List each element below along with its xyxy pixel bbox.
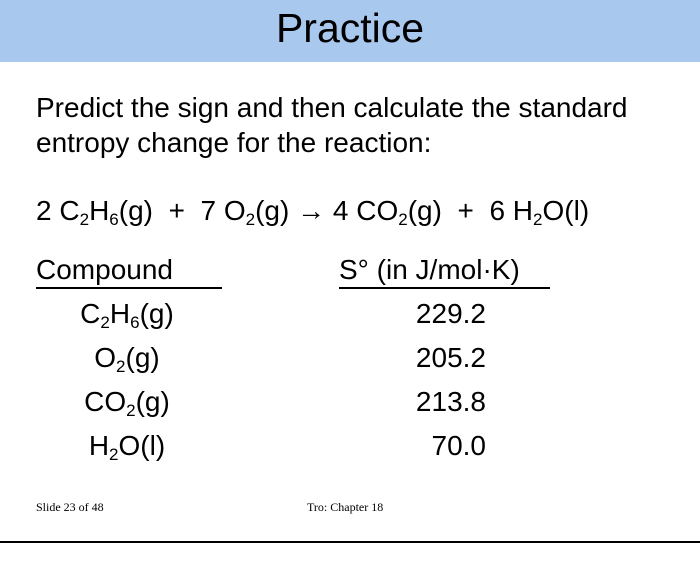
compound-subscript: 2 — [126, 401, 136, 420]
product-2-subscript-h: 2 — [533, 210, 543, 229]
product-2-element-o: O — [542, 195, 565, 226]
reaction-equation — [36, 194, 589, 228]
plus-sign-1: + — [168, 195, 185, 226]
compound-subscript: 2 — [100, 313, 110, 332]
product-2-state: (l) — [564, 195, 590, 226]
compound-text: O — [94, 342, 117, 373]
reactant-2-subscript-o: 2 — [245, 210, 256, 229]
compound-text: CO — [84, 386, 127, 417]
product-1-formula-co: CO — [356, 195, 399, 226]
reactant-2-state: (g) — [255, 195, 290, 226]
compound-carbon-dioxide — [52, 385, 202, 419]
question-prompt: Predict the sign and then calculate the standard entropy change for the reaction: — [36, 92, 628, 158]
column-header-compound: Compound — [36, 253, 222, 289]
reactant-2-element-o: O — [223, 195, 246, 226]
compound-subscript: 2 — [116, 357, 126, 376]
compound-subscript: 6 — [130, 313, 140, 332]
compound-state: (g) — [125, 342, 160, 373]
chapter-label: Tro: Chapter 18 — [307, 500, 384, 514]
compound-text: C — [80, 298, 101, 329]
plus-sign-2: + — [457, 195, 474, 226]
column-header-entropy: S° (in J/mol·K) — [339, 253, 550, 289]
compound-ethane — [52, 297, 202, 331]
reactant-2-coefficient: 7 — [200, 195, 217, 226]
product-2-coefficient: 6 — [489, 195, 506, 226]
compound-text: H — [109, 298, 131, 329]
entropy-value-ethane: 229.2 — [415, 298, 486, 329]
compound-water — [52, 429, 202, 463]
slide-number: Slide 23 of 48 — [36, 500, 104, 514]
reactant-1-element-c: C — [59, 195, 80, 226]
reactant-1-subscript-h: 6 — [109, 210, 119, 229]
product-1-state: (g) — [407, 195, 442, 226]
product-1-subscript-o: 2 — [398, 210, 408, 229]
reaction-arrow: → — [297, 195, 326, 226]
compound-oxygen — [52, 341, 202, 375]
entropy-value-carbon-dioxide: 213.8 — [415, 386, 486, 417]
compound-state: (g) — [135, 386, 170, 417]
reactant-1-coefficient: 2 — [36, 195, 52, 226]
compound-subscript: 2 — [109, 445, 119, 464]
reactant-1-state: (g) — [118, 195, 153, 226]
reactant-1-element-h: H — [89, 195, 110, 226]
entropy-value-oxygen: 205.2 — [415, 342, 486, 373]
bottom-divider — [0, 541, 700, 543]
compound-state: (g) — [139, 298, 174, 329]
entropy-value-water: 70.0 — [431, 430, 486, 461]
compound-text: H — [88, 430, 110, 461]
reactant-1-subscript-c: 2 — [79, 210, 90, 229]
product-1-coefficient: 4 — [332, 195, 349, 226]
product-2-element-h: H — [512, 195, 534, 226]
compound-state: O(l) — [118, 430, 166, 461]
slide-title: Practice — [275, 5, 425, 51]
